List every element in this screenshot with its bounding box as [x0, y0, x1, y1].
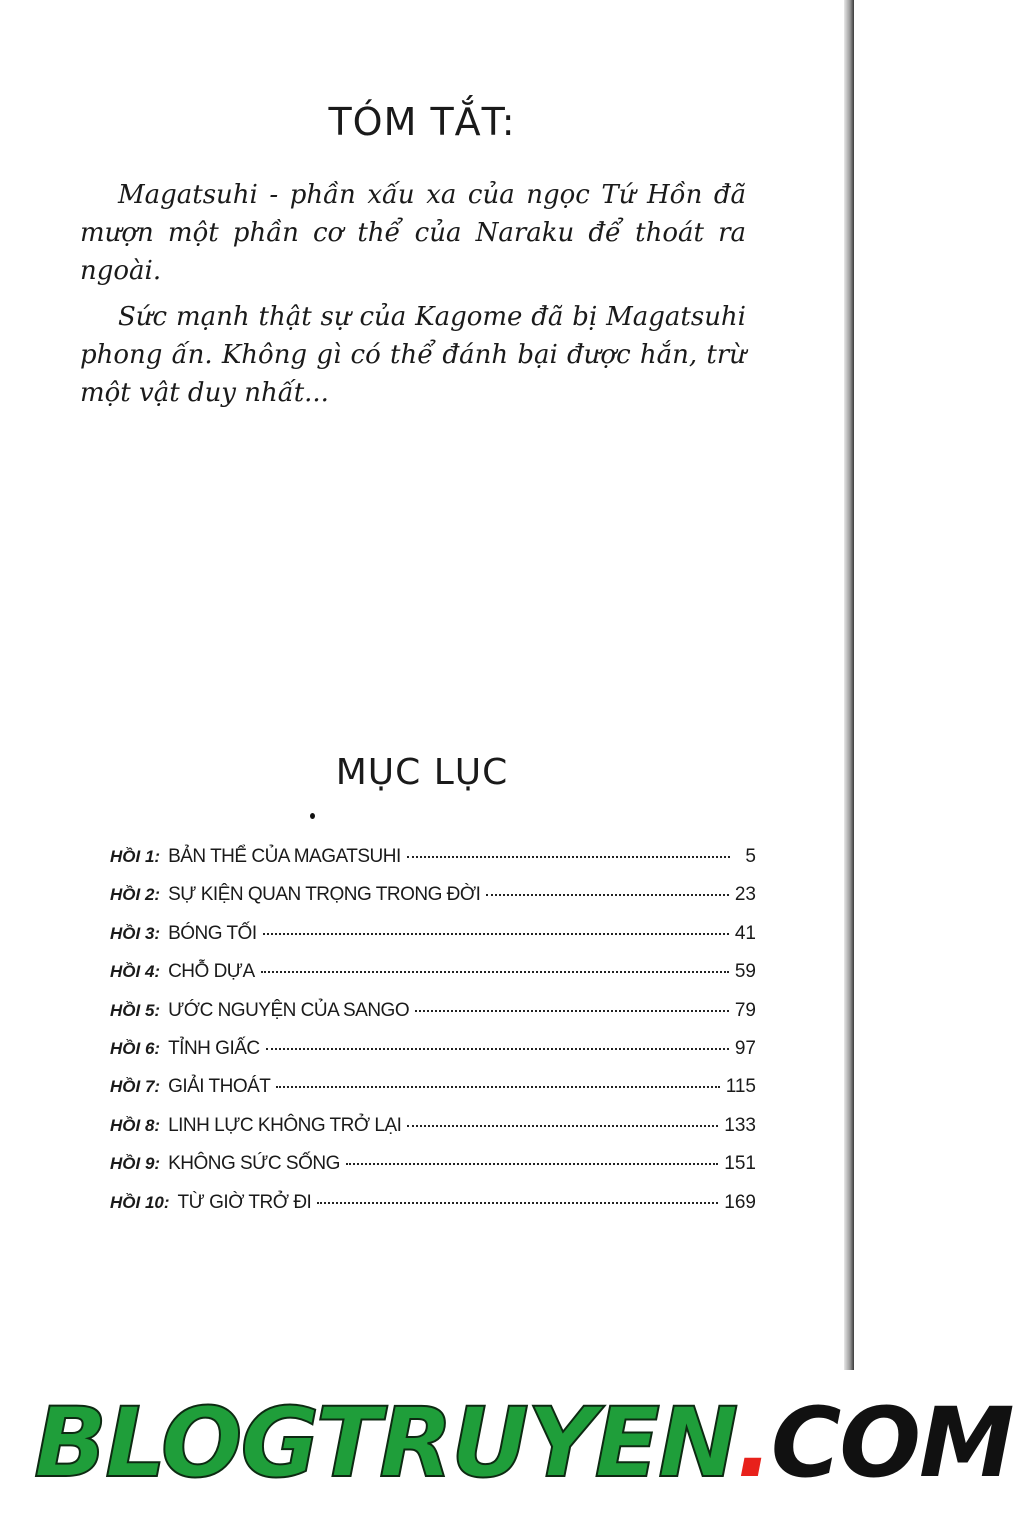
toc-chapter-title: KHÔNG SỨC SỐNG: [168, 1153, 340, 1175]
toc-entry: [110, 1153, 756, 1191]
toc-chapter-label: HỒI 8:: [110, 1115, 161, 1135]
toc-chapter-label: HỒI 3:: [110, 923, 161, 943]
toc-dot-leader: [266, 1048, 729, 1050]
toc-title: MỤC LỤC: [335, 752, 509, 793]
toc-dot-leader: [407, 1125, 718, 1127]
logo-text-domain: COM: [770, 1387, 1013, 1499]
toc-page-number: 169: [724, 1191, 756, 1213]
toc-dot-leader: [346, 1163, 718, 1165]
logo-dot: .: [736, 1387, 771, 1499]
toc-page-number: 115: [725, 1076, 756, 1098]
toc-page-number: 41: [734, 922, 756, 944]
page-edge-shadow: [844, 0, 854, 1370]
toc-dot-leader: [486, 894, 728, 896]
site-logo[interactable]: [34, 1387, 1013, 1499]
table-of-contents: [110, 846, 756, 1230]
toc-entry: [110, 923, 756, 961]
toc-dot-leader: [261, 971, 729, 973]
toc-chapter-label: HỒI 9:: [110, 1154, 161, 1174]
toc-entry: [110, 1038, 756, 1076]
toc-chapter-label: HỒI 7:: [110, 1077, 161, 1097]
toc-page-number: 97: [734, 1037, 756, 1059]
toc-page-number: 5: [745, 846, 756, 867]
toc-page-number: 151: [724, 1153, 756, 1175]
toc-page-number: 133: [724, 1114, 756, 1136]
toc-page-number: 59: [734, 961, 756, 983]
toc-entry: [110, 1000, 756, 1038]
toc-chapter-label: HỒI 5:: [110, 1000, 161, 1020]
toc-dot-leader: [263, 933, 729, 935]
toc-entry: [110, 1115, 756, 1153]
toc-entry: [110, 846, 756, 884]
toc-chapter-title: CHỖ DỰA: [168, 961, 255, 983]
toc-chapter-title: LINH LỰC KHÔNG TRỞ LẠI: [168, 1114, 402, 1136]
toc-entry: [110, 1076, 756, 1114]
toc-chapter-label: HỒI 1:: [110, 847, 161, 866]
toc-chapter-title: GIẢI THOÁT: [168, 1076, 271, 1098]
toc-chapter-label: HỒI 10:: [110, 1192, 170, 1212]
toc-entry: [110, 961, 756, 999]
toc-chapter-title: TỪ GIỜ TRỞ ĐI: [177, 1191, 312, 1213]
toc-page-number: 79: [734, 999, 756, 1021]
toc-chapter-title: TỈNH GIẤC: [168, 1037, 260, 1059]
toc-page-number: 23: [734, 884, 756, 906]
toc-chapter-label: HỒI 4:: [110, 962, 161, 982]
summary-title: TÓM TẮT:: [328, 100, 516, 144]
toc-dot-leader: [317, 1202, 718, 1204]
toc-dot-leader: [415, 1010, 729, 1012]
toc-dot-leader: [407, 856, 730, 858]
toc-chapter-title: ƯỚC NGUYỆN CỦA SANGO: [168, 999, 410, 1021]
toc-chapter-title: SỰ KIỆN QUAN TRỌNG TRONG ĐỜI: [168, 884, 481, 906]
toc-dot-leader: [276, 1086, 719, 1088]
logo-text-main: BLOGTRUYEN: [34, 1387, 737, 1499]
decorative-dot: [310, 813, 315, 819]
summary-text: [80, 176, 746, 420]
toc-chapter-label: HỒI 2:: [110, 885, 161, 905]
toc-chapter-label: HỒI 6:: [110, 1038, 161, 1058]
toc-chapter-title: BẢN THỂ CỦA MAGATSUHI: [168, 846, 401, 867]
toc-chapter-title: BÓNG TỐI: [168, 922, 257, 944]
summary-paragraph: Sức mạnh thật sự của Kagome đã bị Magatsuhi phong ấn. Không gì có thể đánh bại được hắn, trừ một vật duy nhất...: [80, 302, 746, 408]
toc-entry: [110, 884, 756, 922]
summary-paragraph: Magatsuhi - phần xấu xa của ngọc Tứ Hồn đã mượn một phần cơ thể của Naraku để thoát ra ngoài.: [80, 180, 746, 286]
toc-entry: [110, 1192, 756, 1230]
